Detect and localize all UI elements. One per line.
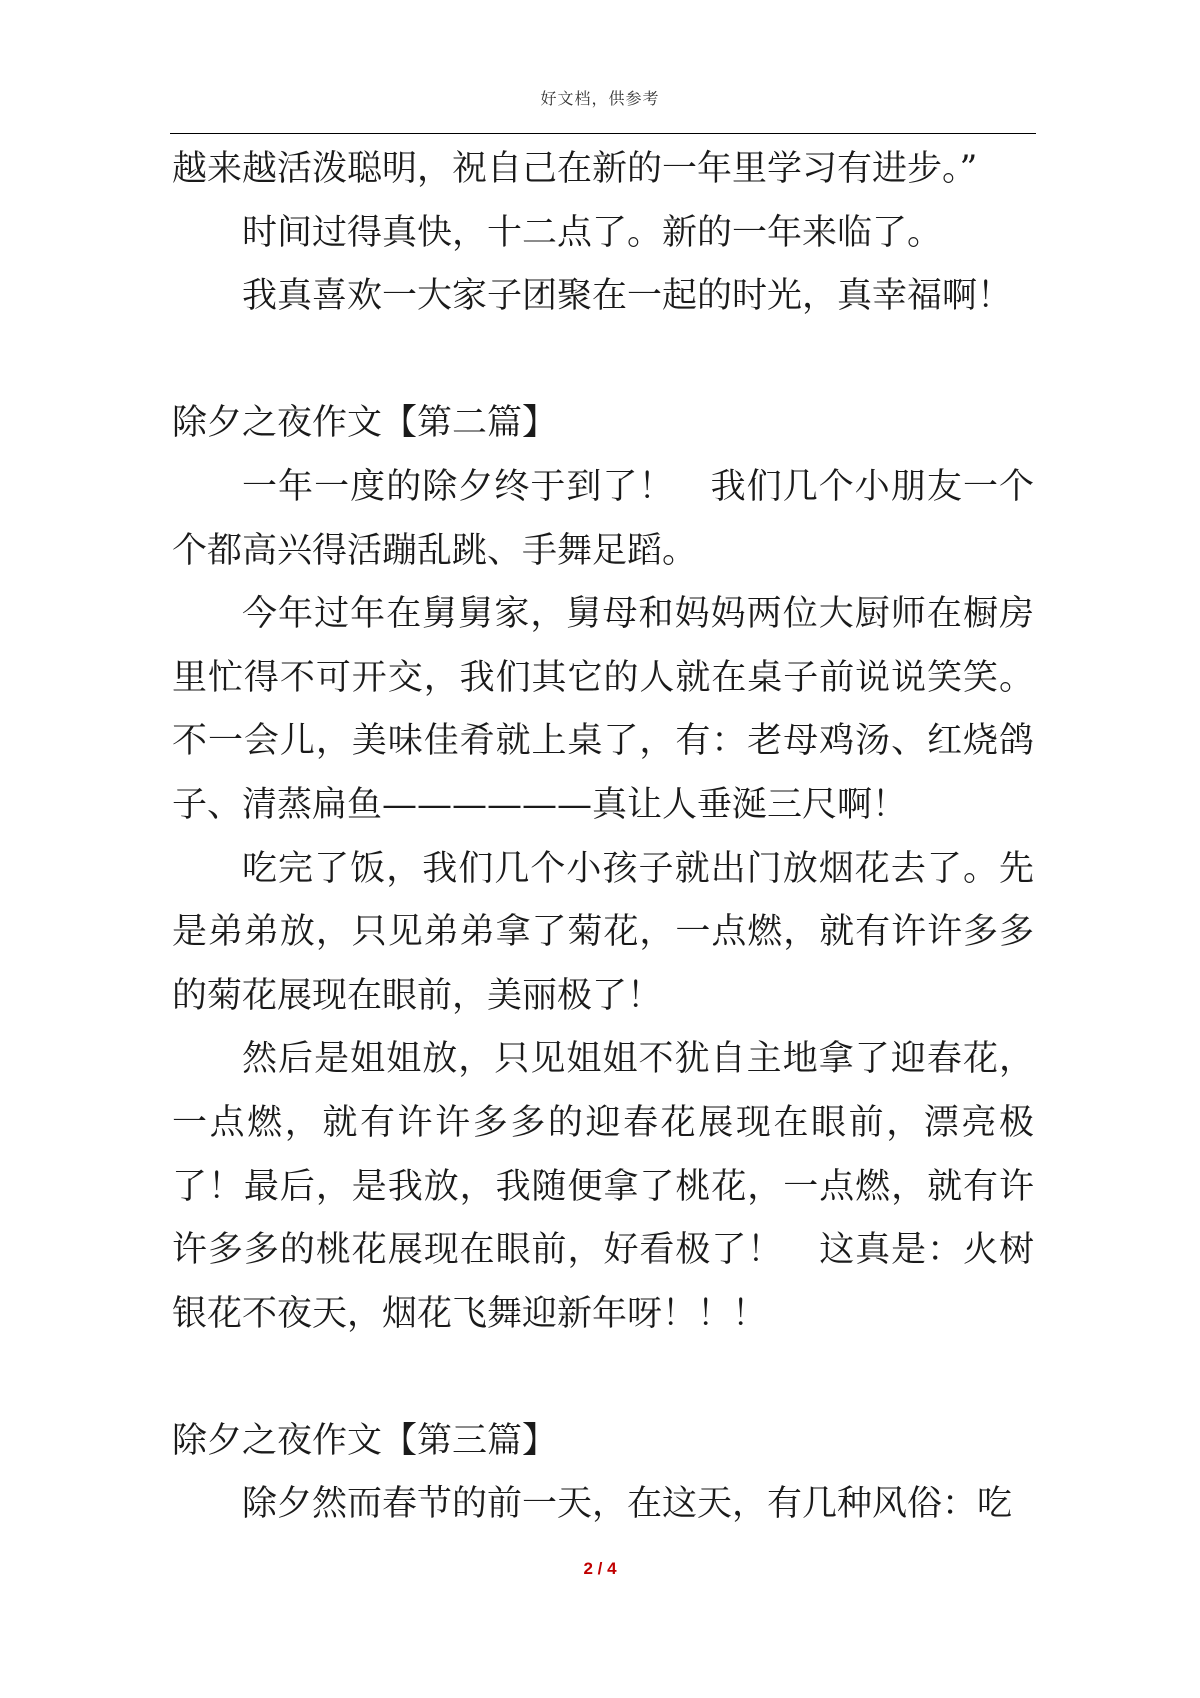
paragraph: 吃完了饭，我们几个小孩子就出门放烟花去了。先是弟弟放，只见弟弟拿了菊花，一点燃，就有许许多多的菊花展现在眼前，美丽极了！ [172, 848, 1034, 1016]
paragraph: 时间过得真快，十二点了。新的一年来临了。 [242, 212, 943, 253]
paragraph: 除夕然而春节的前一天，在这天，有几种风俗：吃 [242, 1484, 1013, 1525]
paragraph: 越来越活泼聪明，祝自己在新的一年里学习有进步。” [172, 149, 978, 189]
paragraph: 今年过年在舅舅家，舅母和妈妈两位大厨师在橱房里忙得不可开交，我们其它的人就在桌子前说说笑笑。不一会儿，美味佳肴就上桌了，有：老母鸡汤、红烧鸽子、清蒸扁鱼——————真让人垂涎三尺啊！ [172, 594, 1034, 825]
paragraph: 我真喜欢一大家子团聚在一起的时光，真幸福啊！ [242, 276, 1013, 317]
header-divider [170, 133, 1036, 134]
page-header: 好文档，供参考 [540, 89, 660, 108]
section-title-3: 除夕之夜作文【第三篇】 [172, 1420, 558, 1461]
page-number: 2 / 4 [583, 1559, 617, 1578]
paragraph: 一年一度的除夕终于到了！ 我们几个小朋友一个个都高兴得活蹦乱跳、手舞足蹈。 [172, 466, 1034, 571]
document-body [172, 138, 1034, 1537]
section-title-2: 除夕之夜作文【第二篇】 [172, 403, 558, 444]
blank-line [172, 1346, 1034, 1410]
paragraph: 然后是姐姐放，只见姐姐不犹自主地拿了迎春花，一点燃，就有许许多多的迎春花展现在眼前，漂亮极了！最后，是我放，我随便拿了桃花，一点燃，就有许许多多的桃花展现在眼前，好看极了！ 这真是：火树银花不夜天，烟花飞舞迎新年呀！！！ [172, 1039, 1034, 1334]
blank-line [172, 329, 1034, 393]
